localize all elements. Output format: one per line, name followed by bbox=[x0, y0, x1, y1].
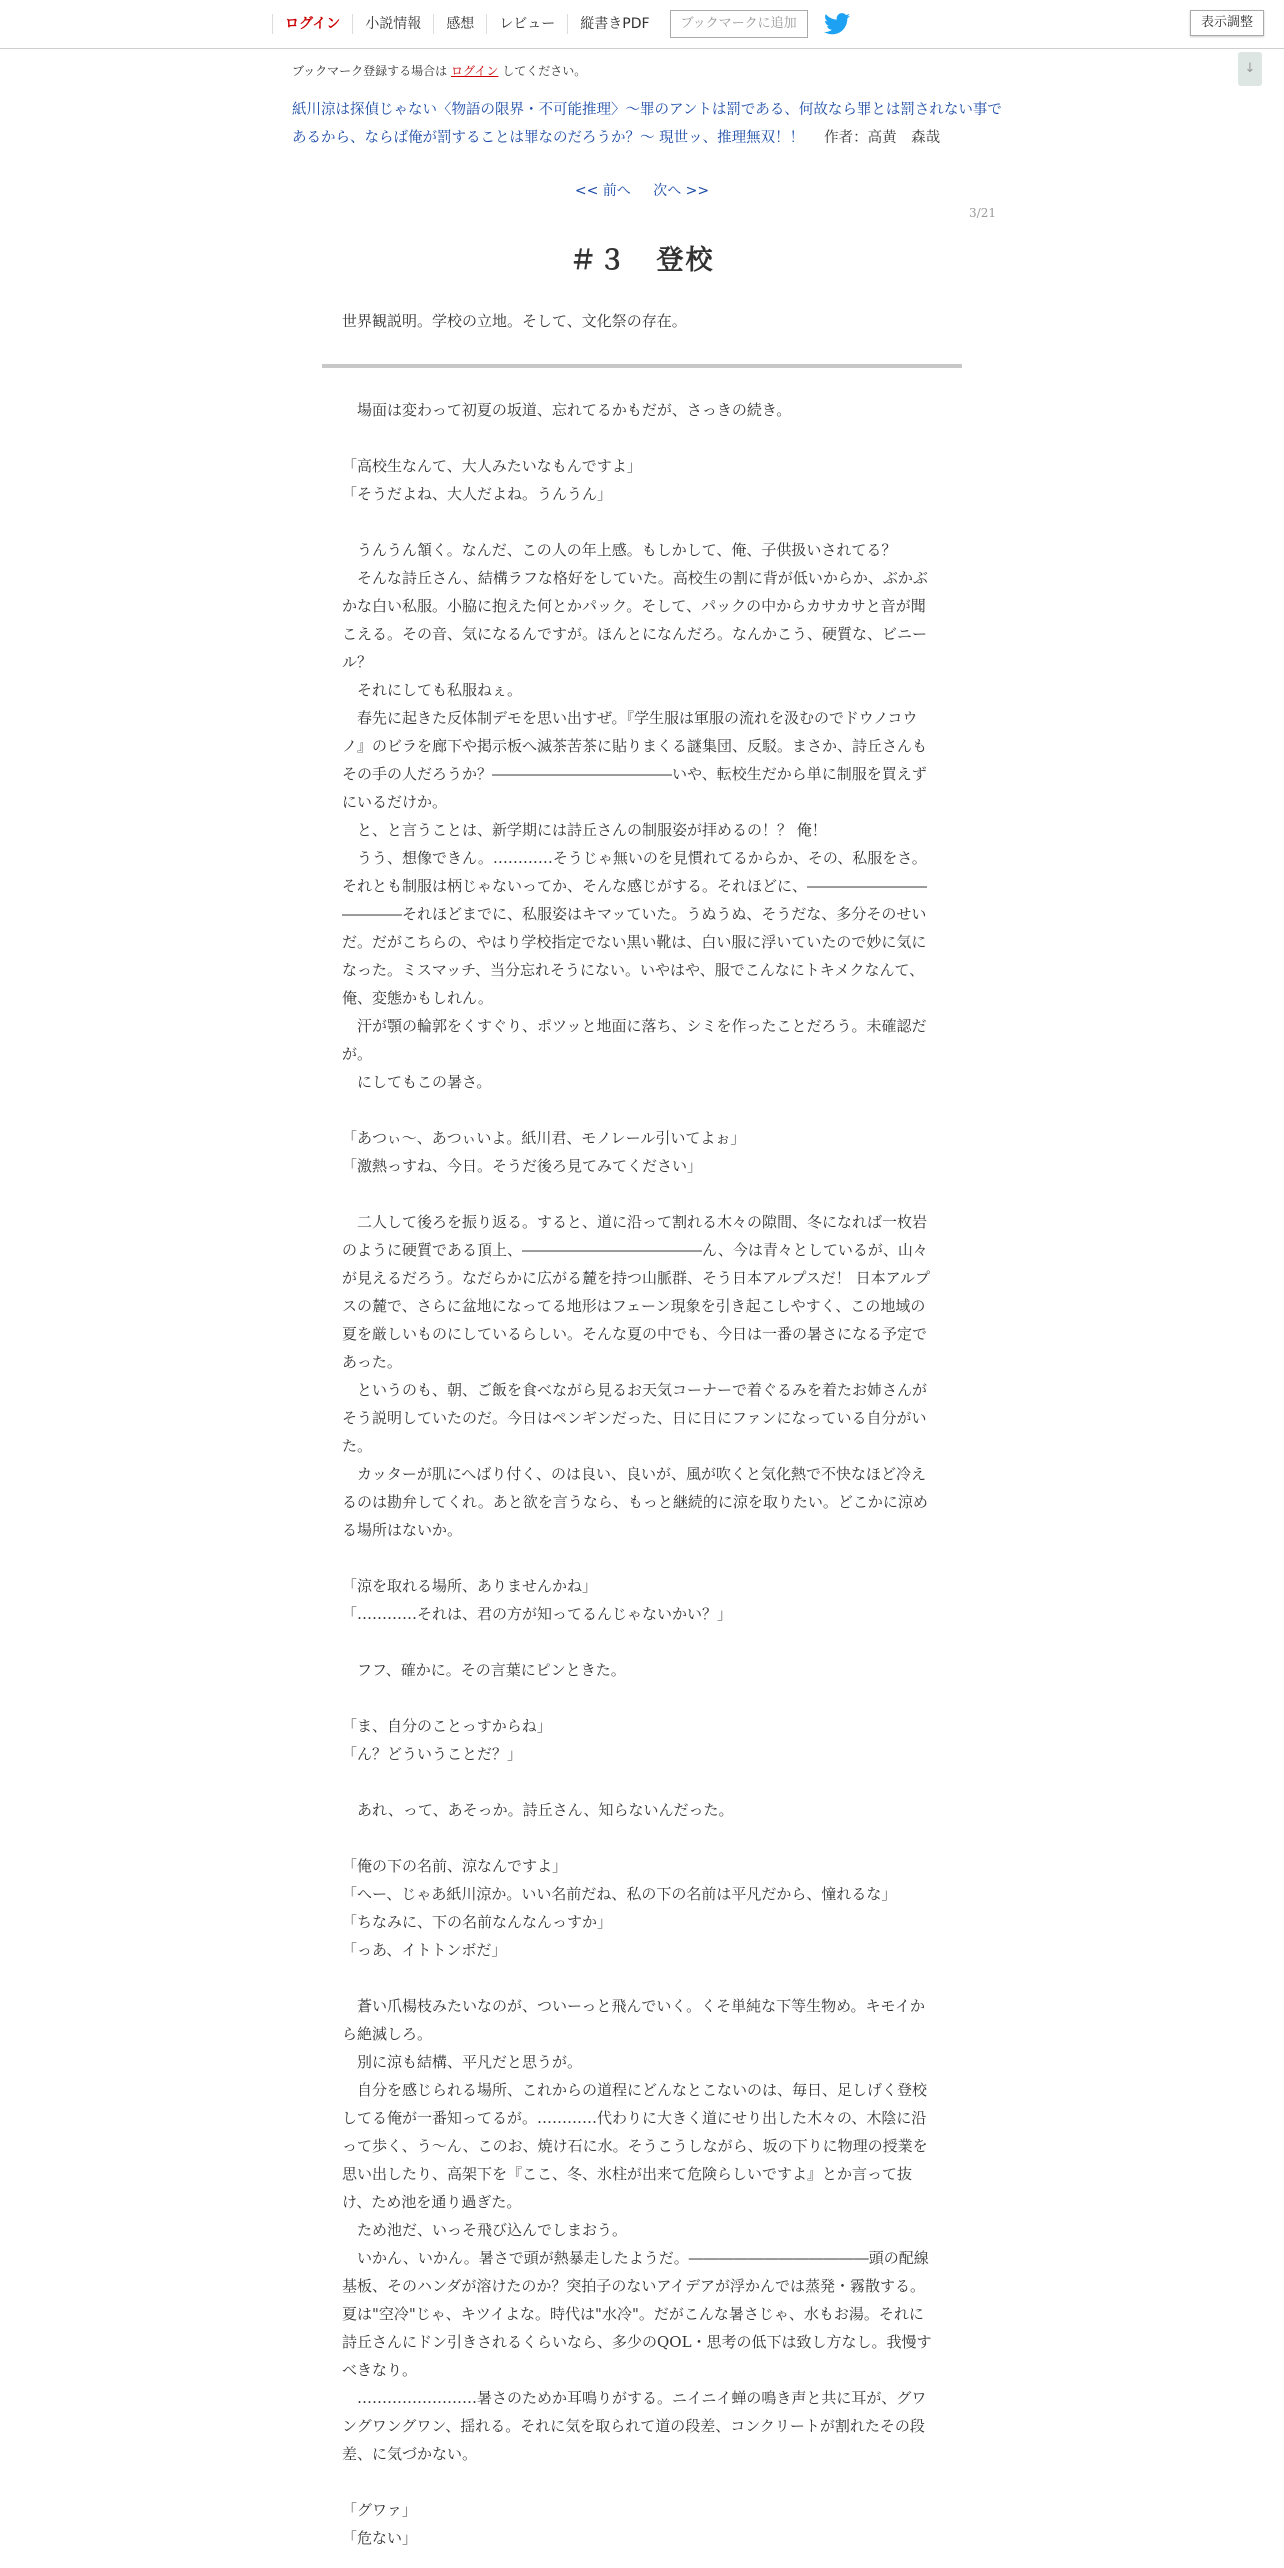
body-line: 「グワァ」 bbox=[342, 2501, 417, 2519]
nav-impressions[interactable]: 感想 bbox=[434, 14, 487, 34]
login-note bbox=[292, 62, 586, 79]
body-line: 自分を感じられる場所、これからの道程にどんなとこないのは、毎日、足しげく登校してる俺が一番知ってるが。…………代わりに大きく道にせり出した木々の、木陰に沿って歩く、う～ん、このお、焼け石に水。そうこうしながら、坂の下りに物理の授業を思い出したり、高架下を『ここ、冬、氷柱が出来て危険らしいですよ』とか言って抜け、ため池を通り過ぎた。 bbox=[342, 2081, 928, 2211]
body-line: 「…………それは、君の方が知ってるんじゃないかい？」 bbox=[342, 1605, 733, 1623]
login-link[interactable]: ログイン bbox=[451, 64, 499, 78]
chapter-preface: 世界観説明。学校の立地。そして、文化祭の存在。 bbox=[342, 312, 687, 330]
body-line: それにしても私服ねぇ。 bbox=[342, 681, 523, 699]
body-line: 「ちなみに、下の名前なんなんっすか」 bbox=[342, 1913, 613, 1931]
body-line bbox=[342, 2468, 938, 2496]
nav-login[interactable]: ログイン bbox=[272, 14, 353, 34]
series-title-text[interactable]: 紙川涼は探偵じゃない〈物語の限界・不可能推理〉～罪のアントは罰である、何故なら罪とは罰されない事であるから、ならば俺が罰することは罪なのだろうか？～ 現世ッ、推理無双！！ bbox=[292, 102, 1002, 146]
body-line: 「ん？どういうことだ？」 bbox=[342, 1745, 523, 1763]
body-line: うう、想像できん。…………そうじゃ無いのを見慣れてるからか、その、私服をさ。それとも制服は柄じゃないってか、そんな感じがする。それほどに、――――――――――――それほどまでに、私服姿はキマッていた。うぬうぬ、そうだな、多分そのせいだ。だがこちらの、やはり学校指定でない黒い靴は、白い服に浮いていたので妙に気になった。ミスマッチ、当分忘れそうにない。いやはや、服でこんなにトキメクなんて、俺、変態かもしれん。 bbox=[342, 849, 928, 1007]
body-line: ため池だ、いっそ飛び込んでしまおう。 bbox=[342, 2221, 628, 2239]
login-note-after: してください。 bbox=[502, 64, 587, 78]
body-line: 「っあ、イトトンボだ」 bbox=[342, 1941, 507, 1959]
body-line: 「涼を取れる場所、ありませんかね」 bbox=[342, 1577, 598, 1595]
preface-divider bbox=[322, 364, 962, 368]
body-line bbox=[342, 1096, 938, 1124]
login-note-before: ブックマーク登録する場合は bbox=[292, 64, 448, 78]
body-line: 「そうだよね、大人だよね。うんうん」 bbox=[342, 485, 613, 503]
body-line: 「高校生なんて、大人みたいなもんですよ」 bbox=[342, 457, 642, 475]
body-line: 「あつぃ～、あつぃいよ。紙川君、モノレール引いてよぉ」 bbox=[342, 1129, 746, 1147]
body-line: 別に涼も結構、平凡だと思うが。 bbox=[342, 2053, 583, 2071]
body-line bbox=[342, 508, 938, 536]
body-line: いかん、いかん。暑さで頭が熱暴走したようだ。――――――――――――頭の配線基板、そのハンダが溶けたのか？突拍子のないアイデアが浮かんでは蒸発・霧散する。夏は"空冷"じゃ、キツイよな。時代は"水冷"。だがこんな暑さじゃ、水もお湯。それに詩丘さんにドン引きされるくらいなら、多少のQOL・思考の低下は致し方なし。我慢すべきなり。 bbox=[342, 2249, 932, 2379]
body-line: 場面は変わって初夏の坂道、忘れてるかもだが、さっきの続き。 bbox=[342, 401, 792, 419]
prev-chapter-link[interactable]: << 前へ bbox=[574, 183, 631, 199]
top-navigation-bar bbox=[0, 0, 1284, 49]
body-line: ……………………暑さのためか耳鳴りがする。ニイニイ蝉の鳴き声と共に耳が、グワングワングワン、揺れる。それに気を取られて道の段差、コンクリートが割れたその段差、に気づかない。 bbox=[342, 2389, 927, 2463]
twitter-share-button[interactable] bbox=[824, 12, 852, 36]
body-line: 「ま、自分のことっすからね」 bbox=[342, 1717, 552, 1735]
next-chapter-link[interactable]: 次へ >> bbox=[653, 183, 710, 199]
series-title-link[interactable] bbox=[292, 96, 1002, 152]
body-line bbox=[342, 1964, 938, 1992]
chapter-count: 3/21 bbox=[969, 206, 996, 220]
twitter-bird-icon bbox=[824, 13, 850, 35]
body-line bbox=[342, 1768, 938, 1796]
nav-vertical-pdf[interactable]: 縦書きPDF bbox=[580, 16, 650, 32]
add-bookmark-button[interactable]: ブックマークに追加 bbox=[670, 10, 808, 38]
body-line: 二人して後ろを振り返る。すると、道に沿って割れる木々の隙間、冬になれば一枚岩のように硬質である頂上、――――――――――――ん、今は青々としているが、山々が見えるだろう。なだらかに広がる麓を持つ山脈群、そう日本アルプスだ！ 日本アルプスの麓で、さらに盆地になってる地形はフェーン現象を引き起こしやすく、この地域の夏を厳しいものにしているらしい。そんな夏の中でも、今日は一番の暑さになる予定であった。 bbox=[342, 1213, 930, 1371]
body-line bbox=[342, 1180, 938, 1208]
body-line bbox=[342, 424, 938, 452]
body-line bbox=[342, 1544, 938, 1572]
body-line: そんな詩丘さん、結構ラフな格好をしていた。高校生の割に背が低いからか、ぶかぶかな白い私服。小脇に抱えた何とかパック。そして、パックの中からカサカサと音が聞こえる。その音、気になるんですが。ほんとになんだろ。なんかこう、硬質な、ビニール？ bbox=[342, 569, 928, 671]
body-line: というのも、朝、ご飯を食べながら見るお天気コーナーで着ぐるみを着たお姉さんがそう説明していたのだ。今日はペンギンだった、日に日にファンになっている自分がいた。 bbox=[342, 1381, 928, 1455]
nav-menu bbox=[272, 0, 852, 48]
body-line: うんうん頷く。なんだ、この人の年上感。もしかして、俺、子供扱いされてる？ bbox=[342, 541, 897, 559]
nav-novel-info[interactable]: 小説情報 bbox=[353, 14, 434, 34]
body-line bbox=[342, 1684, 938, 1712]
body-line bbox=[342, 1824, 938, 1852]
body-line: カッターが肌にへばり付く、のは良い、良いが、風が吹くと気化熱で不快なほど冷えるのは勘弁してくれ。あと欲を言うなら、もっと継続的に涼を取りたい。どこかに涼める場所はないか。 bbox=[342, 1465, 928, 1539]
body-line bbox=[342, 1628, 938, 1656]
scroll-down-tab[interactable]: ↓ bbox=[1238, 52, 1262, 86]
body-line: あれ、って、あそっか。詩丘さん、知らないんだった。 bbox=[342, 1801, 734, 1819]
body-line: 汗が顎の輪郭をくすぐり、ポツッと地面に落ち、シミを作ったことだろう。未確認だが。 bbox=[342, 1017, 927, 1063]
author-name: 作者：高黄 森哉 bbox=[824, 130, 941, 146]
body-line: 「激熱っすね、今日。そうだ後ろ見てみてください」 bbox=[342, 1157, 703, 1175]
body-line: にしてもこの暑さ。 bbox=[342, 1073, 492, 1091]
body-line: と、と言うことは、新学期には詩丘さんの制服姿が拝めるの！？ 俺！ bbox=[342, 821, 827, 839]
body-line: フフ、確かに。その言葉にピンときた。 bbox=[342, 1661, 626, 1679]
body-line: 「俺の下の名前、涼なんですよ」 bbox=[342, 1857, 568, 1875]
chapter-title: ＃３ 登校 bbox=[569, 245, 715, 276]
body-line: 「へー、じゃあ紙川涼か。いい名前だね、私の下の名前は平凡だから、憧れるな」 bbox=[342, 1885, 897, 1903]
chapter-body bbox=[342, 396, 938, 2552]
display-settings-button[interactable]: 表示調整 bbox=[1190, 10, 1264, 36]
body-line: 蒼い爪楊枝みたいなのが、ついーっと飛んでいく。くそ単純な下等生物め。キモイから絶滅しろ。 bbox=[342, 1997, 926, 2043]
body-line: 春先に起きた反体制デモを思い出すぜ。『学生服は軍服の流れを汲むのでドウノコウノ』のビラを廊下や掲示板へ滅茶苦茶に貼りまくる謎集団、反駁。まさか、詩丘さんもその手の人だろうか？――――――――――――いや、転校生だから単に制服を買えずにいるだけか。 bbox=[342, 709, 928, 811]
nav-review[interactable]: レビュー bbox=[487, 14, 568, 34]
chapter-pager bbox=[0, 180, 1284, 200]
body-line: 「危ない」 bbox=[342, 2529, 418, 2547]
